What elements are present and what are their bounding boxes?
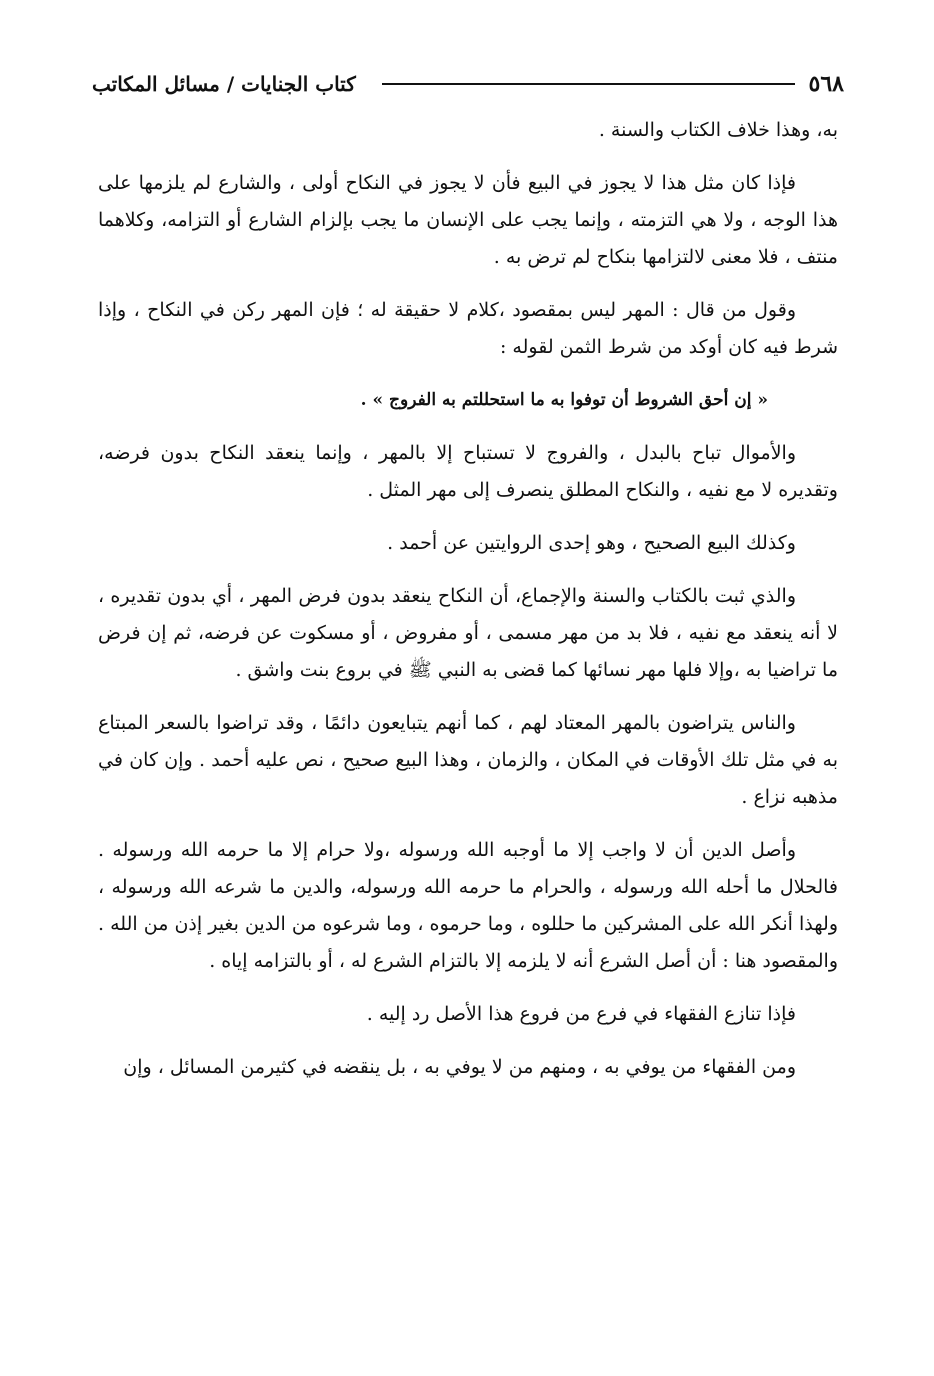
paragraph: والذي ثبت بالكتاب والسنة والإجماع، أن النكاح ينعقد بدون فرض المهر ، أي بدون تقديره ، لا أنه ينعقد مع نفيه ، فلا بد من مهر مسمى ، أو مفروض ، أو مسكوت عن فرضه، ثم إن فرض ما تراضيا به ،وإلا فلها مهر نسائها كما قضى به النبي ﷺ في بروع بنت واشق . — [98, 585, 838, 681]
paragraph: به، وهذا خلاف الكتاب والسنة . — [598, 119, 838, 141]
page-header — [92, 64, 844, 104]
paragraph: وكذلك البيع الصحيح ، وهو إحدى الروايتين عن أحمد . — [387, 532, 796, 554]
paragraph: فإذا تنازع الفقهاء في فرع من فروع هذا الأصل رد إليه . — [366, 1003, 796, 1025]
paragraph: وأصل الدين أن لا واجب إلا ما أوجبه الله ورسوله ،ولا حرام إلا ما حرمه الله ورسوله . فالحلال ما أحله الله ورسوله ، والحرام ما حرمه الله ورسوله، والدين ما شرعه الله ورسوله ، ولهذا أنكر الله على المشركين ما حللوه ، وما حرموه ، وما شرعوه من الدين بغير إذن من الله . والمقصود هنا : أن أصل الشرع أنه لا يلزمه إلا بالتزام الشرع له ، أو بالتزامه إياه . — [98, 839, 838, 972]
paragraph: والأموال تباح بالبدل ، والفروج لا تستباح إلا بالمهر ، وإنما ينعقد النكاح بدون فرضه، وتقديره لا مع نفيه ، والنكاح المطلق ينصرف إلى مهر المثل . — [98, 442, 838, 501]
running-title: كتاب الجنايات / مسائل المكاتب — [92, 72, 356, 96]
paragraph: فإذا كان مثل هذا لا يجوز في البيع فأن لا يجوز في النكاح أولى ، والشارع لم يلزمها على هذا الوجه ، ولا هي التزمته ، وإنما يجب على الإنسان ما يجب بإلزام الشارع أو التزامه، وكلاهما منتف ، فلا معنى لالتزامها بنكاح لم ترض به . — [98, 172, 838, 268]
header-rule — [382, 83, 795, 85]
page-number: ٥٦٨ — [808, 71, 844, 97]
paragraph: وقول من قال : المهر ليس بمقصود ،كلام لا حقيقة له ؛ فإن المهر ركن في النكاح ، وإذا شرط فيه كان أوكد من شرط الثمن لقوله : — [98, 299, 838, 358]
body-text — [98, 112, 838, 1102]
hadith-quote: « إن أحق الشروط أن توفوا به ما استحللتم به الفروج » . — [360, 390, 768, 410]
paragraph: والناس يتراضون بالمهر المعتاد لهم ، كما أنهم يتبايعون دائمًا ، وقد تراضوا بالسعر المبتاع به في مثل تلك الأوقات في المكان ، والزمان ، وهذا البيع صحيح ، نص عليه أحمد . وإن كان في مذهبه نزاع . — [98, 712, 838, 808]
paragraph: ومن الفقهاء من يوفي به ، ومنهم من لا يوفي به ، بل ينقضه في كثيرمن المسائل ، وإن — [123, 1056, 796, 1078]
